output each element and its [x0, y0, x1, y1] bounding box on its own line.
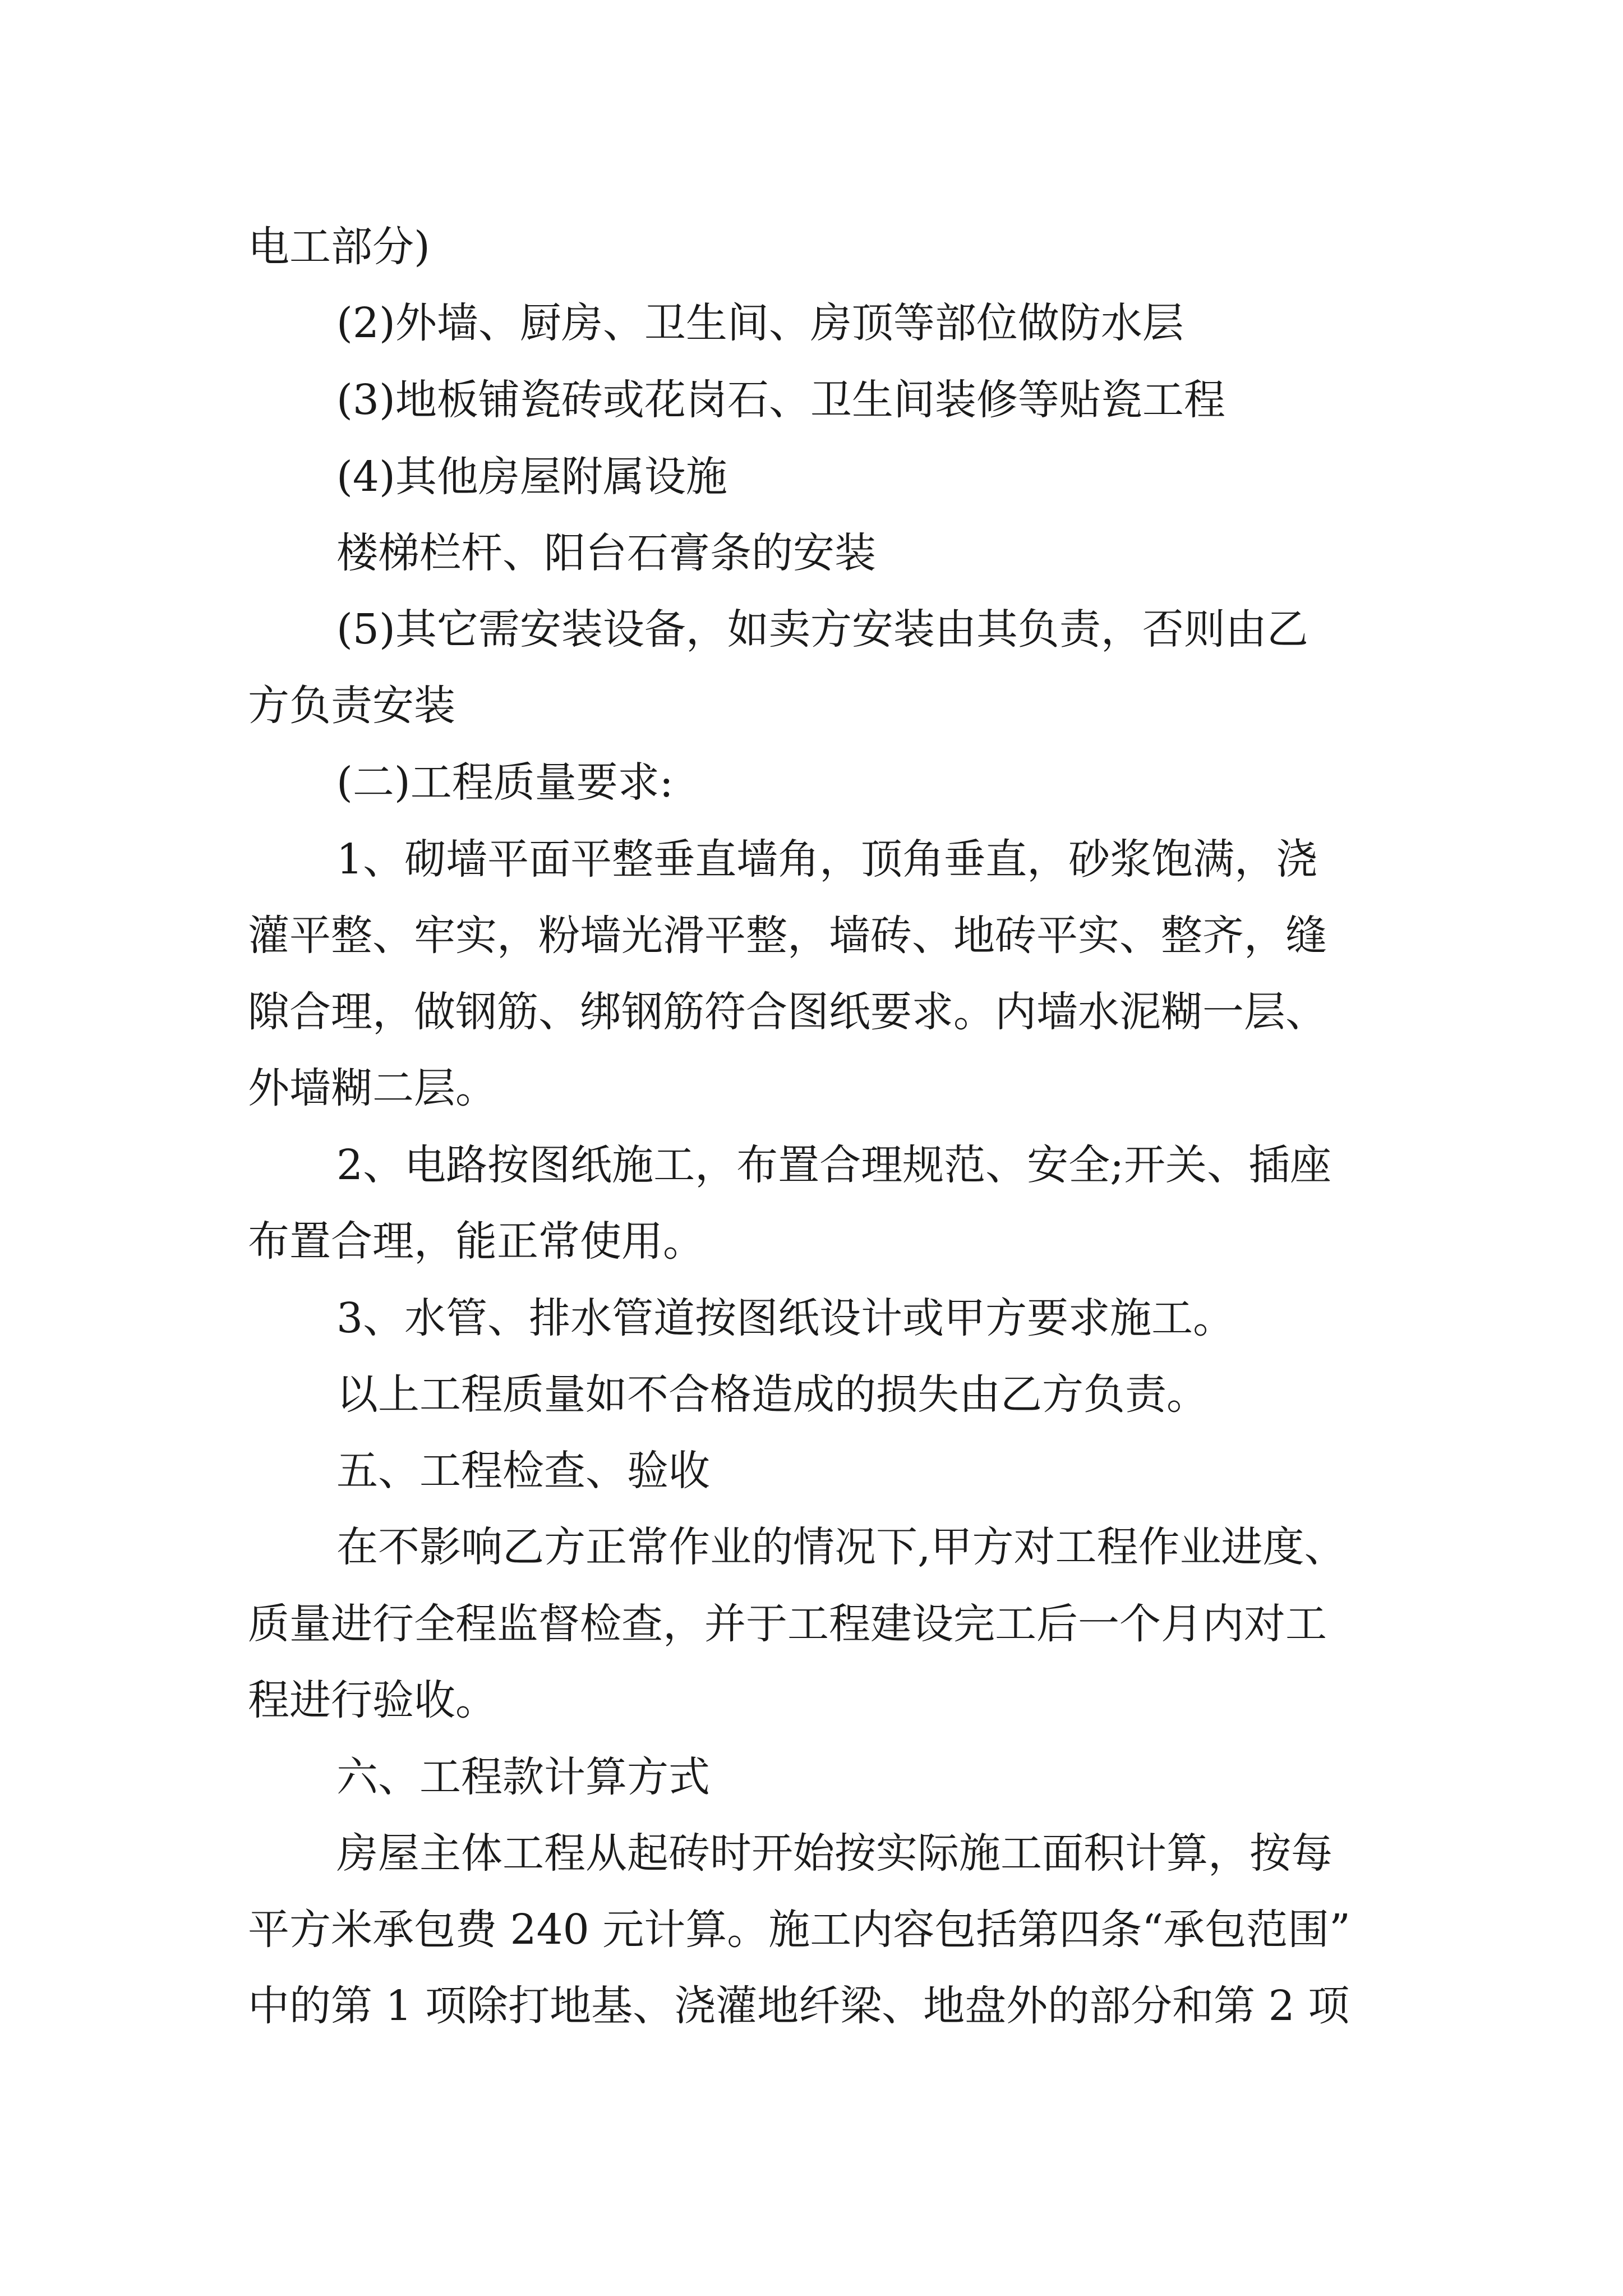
text-line: 中的第 1 项除打地基、浇灌地纤梁、地盘外的部分和第 2 项 [248, 1982, 1350, 2030]
text-line: 布置合理，能正常使用。 [248, 1217, 704, 1266]
text-line: 1、砌墙平面平整垂直墙角，顶角垂直，砂浆饱满，浇 [336, 835, 1318, 884]
text-line: (3)地板铺瓷砖或花岗石、卫生间装修等贴瓷工程 [336, 376, 1225, 424]
text-line: 方负责安装 [248, 682, 455, 730]
text-line: 2、电路按图纸施工，布置合理规范、安全;开关、插座 [336, 1141, 1332, 1189]
text-line: 房屋主体工程从起砖时开始按实际施工面积计算，按每 [336, 1829, 1332, 1878]
section-heading: (二)工程质量要求: [336, 758, 674, 807]
section-heading: 五、工程检查、验收 [336, 1447, 710, 1495]
text-line: 灌平整、牢实，粉墙光滑平整，墙砖、地砖平实、整齐，缝 [248, 912, 1327, 960]
text-line: 电工部分) [248, 223, 430, 271]
section-heading: 六、工程款计算方式 [336, 1753, 710, 1801]
text-line: 外墙糊二层。 [248, 1064, 497, 1112]
text-line: (2)外墙、厨房、卫生间、房顶等部位做防水层 [336, 299, 1184, 347]
text-line: 程进行验收。 [248, 1676, 497, 1724]
text-line: (5)其它需安装设备，如卖方安装由其负责，否则由乙 [336, 605, 1308, 654]
text-line: 平方米承包费 240 元计算。施工内容包括第四条“承包范围” [248, 1906, 1350, 1954]
text-line: 以上工程质量如不合格造成的损失由乙方负责。 [336, 1370, 1208, 1419]
text-line: 3、水管、排水管道按图纸设计或甲方要求施工。 [336, 1294, 1235, 1342]
text-line: (4)其他房屋附属设施 [336, 453, 727, 501]
text-line: 在不影响乙方正常作业的情况下,甲方对工程作业进度、 [336, 1523, 1346, 1571]
text-line: 质量进行全程监督检查，并于工程建设完工后一个月内对工 [248, 1600, 1327, 1648]
text-line: 楼梯栏杆、阳台石膏条的安装 [336, 529, 876, 577]
text-line: 隙合理，做钢筋、绑钢筋符合图纸要求。内墙水泥糊一层、 [248, 988, 1327, 1036]
